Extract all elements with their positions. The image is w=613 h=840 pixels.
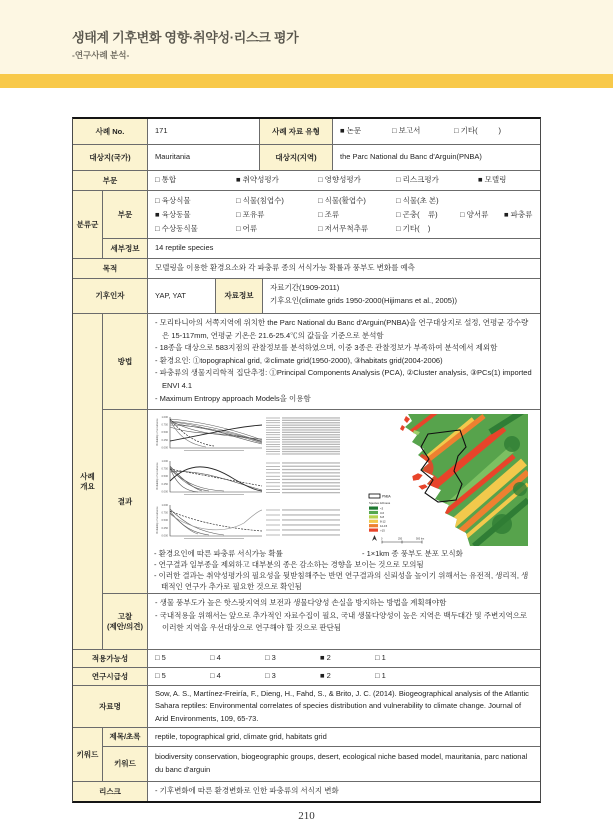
checkbox-option: ■ 논문	[340, 126, 362, 136]
data-type-label: 사례 자료 유형	[260, 119, 333, 144]
row-keywords-group	[73, 728, 540, 782]
rating-option: □ 5	[155, 653, 166, 663]
discussion-item: - 생물 풍부도가 높은 핫스팟지역의 보전과 생물다양성 손실을 방지하는 방법을 계획해야함	[155, 598, 447, 607]
rating-option: ■ 2	[320, 671, 331, 681]
rating-option: □ 4	[210, 653, 221, 663]
figure-captions	[154, 548, 534, 559]
taxon-sub-label: 부문	[103, 191, 148, 238]
keywords-kw-value: biodiversity conservation, biogeographic groups, desert, ecological niche based model, mauritania, parc national du banc d'arguin	[155, 752, 528, 774]
climate-source: 기후요인(climate grids 1950-2000(Hijimans et al., 2005))	[270, 295, 457, 305]
rating-option: ■ 2	[320, 653, 331, 663]
svg-text:Species richness: Species richness	[369, 501, 391, 505]
page-title: 생태계 기후변화 영향·취약성·리스크 평가	[72, 30, 299, 45]
svg-text:PNBA: PNBA	[382, 494, 391, 499]
target-region-value: the Parc National du Banc d'Arguin(PNBA)	[340, 152, 482, 162]
checkbox-option: □ 식물(초 본)	[396, 196, 439, 205]
checkbox-option: □ 리스크평가	[396, 175, 439, 185]
taxon-label: 분류군	[73, 191, 103, 258]
target-country-label: 대상지(국가)	[73, 145, 148, 170]
checkbox-option: ■ 육상동물	[155, 210, 191, 219]
svg-text:0.500: 0.500	[161, 519, 168, 523]
map-legend	[366, 492, 414, 534]
checkbox-option: □ 어류	[236, 224, 258, 233]
taxon-detail-value: 14 reptile species	[155, 243, 214, 253]
rating-option: □ 3	[265, 653, 276, 663]
sector-options	[148, 171, 540, 190]
result-content	[148, 410, 540, 593]
row-applicability	[73, 650, 540, 668]
risk-label: 리스크	[73, 782, 148, 801]
row-case-overview-group	[73, 314, 540, 650]
svg-text:250: 250	[398, 537, 403, 541]
svg-text:0.250: 0.250	[161, 482, 168, 486]
result-item: - 이러한 결과는 취약성평가의 필요성을 뒷받침해주는 반면 연구결과의 신뢰성을 높이기 위해서는 유전적, 생리적, 생태적인 연구가 추가로 필요한 것으로 확인됨	[154, 571, 529, 592]
result-label: 결과	[103, 410, 148, 593]
svg-text:0.000: 0.000	[161, 446, 168, 450]
svg-text:3-6: 3-6	[380, 510, 385, 515]
urgency-label: 연구시급성	[73, 668, 148, 685]
method-label: 방법	[103, 314, 148, 409]
checkbox-option: □ 포유류	[236, 210, 265, 219]
reference-value: Sow, A. S., Martínez-Freiría, F., Dieng, H., Fahd, S., & Brito, J. C. (2014). Biogeographical analysis of the Atlantic Sahara reptiles: Environmental correlates of species distribution and vulnerability to climate change. Journal of Arid Environments, 109, 65-73.	[155, 688, 529, 723]
svg-text:0.500: 0.500	[161, 431, 168, 435]
svg-text:0.000: 0.000	[161, 490, 168, 494]
row-case-no	[73, 119, 540, 145]
discussion-item: - 국내적용을 위해서는 앞으로 추가적인 자료수집이 필요, 국내 생물다양성이 높은 지역은 백두대간 및 주변지역으로 이러한 지역을 우선대상으로 연구해야 할 것으로 판단됨	[155, 610, 528, 633]
taxon-sector-row	[103, 191, 540, 239]
y-axis-label: Probability of occurrence	[156, 506, 159, 534]
sector-label: 부문	[73, 171, 148, 190]
method-content	[148, 314, 540, 409]
svg-text:500 km: 500 km	[416, 537, 425, 541]
checkbox-option: □ 기타( )	[396, 224, 431, 233]
risk-value: - 기후변화에 따른 환경변화로 인한 파충류의 서식지 변화	[155, 786, 339, 796]
row-climate-factor	[73, 279, 540, 314]
y-axis-label: Probability of occurrence	[156, 418, 159, 446]
svg-text:1.000: 1.000	[161, 504, 168, 507]
y-axis-label: Probability of occurrence	[156, 462, 159, 490]
keywords-kw-label: 키워드	[103, 747, 148, 781]
svg-text:0.750: 0.750	[161, 511, 168, 515]
rating-option: □ 1	[375, 653, 386, 663]
page-header	[0, 0, 613, 74]
method-item: - 환경요인: ①topographical grid, ②climate grid(1950-2000), ③habitats grid(2004-2006)	[155, 355, 443, 365]
checkbox-option: ■ 취약성평가	[236, 175, 279, 185]
keywords-kw-row	[103, 747, 540, 781]
case-no-value: 171	[148, 119, 260, 144]
svg-text:0.750: 0.750	[161, 423, 168, 427]
page-subtitle: -연구사례 분석-	[72, 50, 130, 60]
data-type-options	[333, 119, 540, 144]
method-item: - 18종을 대상으로 583지점의 관찰정보를 분석하였으며, 이중 3종은 관찰정보가 부족하여 분석에서 제외함	[155, 343, 498, 353]
svg-text:0.250: 0.250	[161, 438, 168, 442]
probability-chart-3	[154, 502, 352, 546]
row-taxon-group	[73, 191, 540, 259]
target-country-value: Mauritania	[148, 145, 260, 170]
row-reference	[73, 686, 540, 728]
checkbox-option: □ 곤충( 류)	[396, 210, 438, 219]
row-urgency	[73, 668, 540, 686]
header-accent-bar	[0, 74, 613, 88]
rating-option: □ 1	[375, 671, 386, 681]
checkbox-option: □ 식물(활엽수)	[318, 196, 366, 205]
keywords-title-value: reptile, topographical grid, climate grid, habitats grid	[155, 731, 327, 741]
checkbox-option: □ 영향성평가	[318, 175, 361, 185]
svg-text:>15: >15	[380, 528, 385, 533]
chart-caption: - 환경요인에 따른 파충류 서식가능 확률	[154, 549, 283, 558]
method-item: - Maximum Entropy approach Models을 이용함	[155, 393, 311, 403]
svg-text:1.000: 1.000	[161, 416, 168, 419]
probability-chart-1	[154, 414, 352, 458]
purpose-label: 목적	[73, 259, 148, 278]
method-item: - 파충류의 생물지리학적 집단추정: ①Principal Components Analysis (PCA), ②Cluster analysis, ③PCs(1) imported ENVI 4.1	[155, 368, 532, 390]
probability-charts	[154, 414, 352, 546]
row-target	[73, 145, 540, 171]
row-risk	[73, 782, 540, 801]
row-sector	[73, 171, 540, 191]
checkbox-option: □ 양서류	[460, 210, 489, 219]
rating-option: □ 5	[155, 671, 166, 681]
discussion-label: 고찰 (제안/의견)	[103, 594, 148, 649]
svg-text:0.250: 0.250	[161, 526, 168, 530]
keywords-title-row	[103, 728, 540, 747]
page-number: 210	[298, 810, 315, 822]
climate-factor-value: YAP, YAT	[148, 279, 216, 313]
data-info-value	[263, 279, 540, 313]
discussion-content	[148, 594, 540, 649]
svg-text:0.750: 0.750	[161, 467, 168, 471]
svg-text:1.000: 1.000	[161, 460, 168, 463]
row-purpose	[73, 259, 540, 279]
case-analysis-table	[72, 117, 541, 803]
svg-text:6-8: 6-8	[380, 515, 385, 520]
checkbox-option: □ 식물(침엽수)	[236, 196, 284, 205]
checkbox-option: □ 기타( )	[454, 126, 501, 136]
case-no-label: 사례 No.	[73, 119, 148, 144]
climate-factor-label: 기후인자	[73, 279, 148, 313]
probability-chart-2	[154, 458, 352, 502]
svg-text:0.500: 0.500	[161, 475, 168, 479]
svg-text:12-15: 12-15	[380, 524, 388, 528]
keywords-title-label: 제목/초록	[103, 728, 148, 746]
checkbox-option: □ 저서무척추류	[318, 224, 369, 233]
method-row	[103, 314, 540, 410]
urgency-options	[148, 668, 540, 685]
keywords-label: 키워드	[73, 728, 103, 781]
checkbox-option: □ 통합	[155, 175, 177, 185]
case-overview-label: 사례 개요	[73, 314, 103, 649]
result-figure	[154, 414, 534, 546]
result-text	[154, 559, 534, 593]
method-item: - 모리타니아의 서쪽지역에 위치한 the Parc National du Banc d'Arguin(PNBA)을 연구대상지로 설정, 연평균 강수량은 15-117mm, 연평균 기온은 21.6-25.4℃의 값들을 기준으로 분석함	[155, 318, 529, 340]
taxon-options	[148, 191, 540, 238]
data-period: 자료기간(1909-2011)	[270, 283, 340, 292]
rating-option: □ 3	[265, 671, 276, 681]
checkbox-option: □ 보고서	[392, 126, 421, 136]
applicability-label: 적용가능성	[73, 650, 148, 667]
data-info-label: 자료정보	[216, 279, 263, 313]
svg-text:8-12: 8-12	[380, 519, 386, 524]
taxon-detail-row	[103, 239, 540, 258]
result-row	[103, 410, 540, 594]
reference-label: 자료명	[73, 686, 148, 727]
svg-text:0.000: 0.000	[161, 534, 168, 538]
target-region-label: 대상지(지역)	[260, 145, 333, 170]
applicability-options	[148, 650, 540, 667]
rating-option: □ 4	[210, 671, 221, 681]
checkbox-option: ■ 모델링	[478, 175, 507, 185]
checkbox-option: □ 조류	[318, 210, 340, 219]
svg-text:0: 0	[381, 537, 383, 541]
purpose-value: 모델링을 이용한 환경요소와 각 파충류 종의 서식가능 확률과 풍부도 변화를 예측	[155, 263, 415, 273]
species-richness-map	[362, 414, 528, 546]
checkbox-option: □ 수상동식물	[155, 224, 198, 233]
map-caption: - 1×1km 종 풍부도 분포 모식화	[362, 549, 463, 558]
checkbox-option: ■ 파충류	[504, 210, 533, 219]
svg-text:<3: <3	[380, 506, 384, 511]
taxon-detail-label: 세부정보	[103, 239, 148, 258]
discussion-row	[103, 594, 540, 649]
checkbox-option: □ 육상식물	[155, 196, 191, 205]
result-item: - 연구결과 일부종을 제외하고 대부분의 종은 감소하는 경향을 보이는 것으로 모의됨	[154, 560, 424, 569]
